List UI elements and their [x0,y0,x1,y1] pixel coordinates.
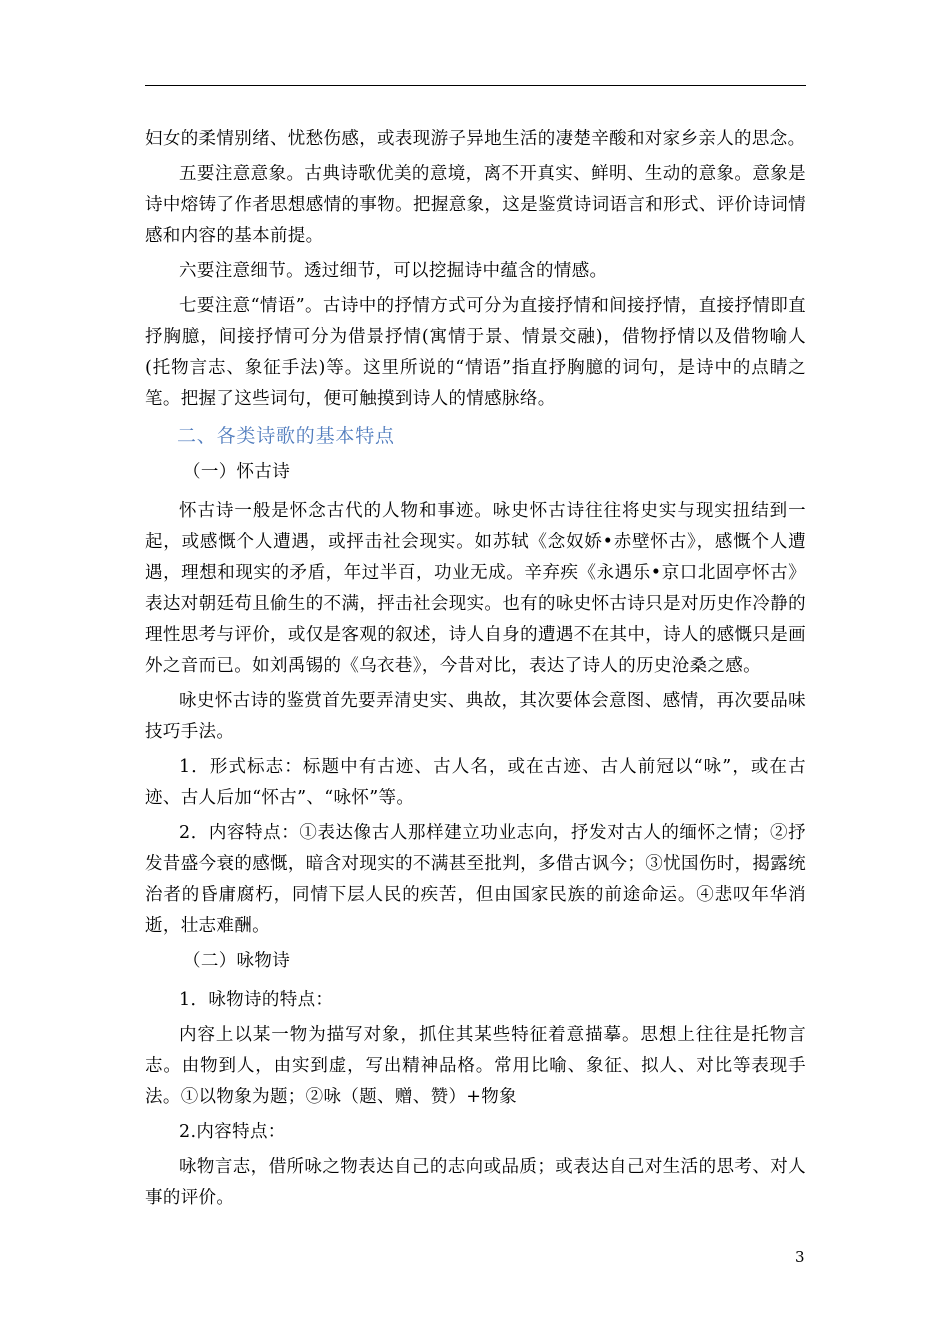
paragraph: 内容上以某一物为描写对象，抓住其某些特征着意描摹。思想上往往是托物言志。由物到人，由实到虚，写出精神品格。常用比喻、象征、拟人、对比等表现手法。①以物象为题；②咏（题、赠、赞）+物象 [145,1025,806,1107]
paragraph: 五要注意意象。古典诗歌优美的意境，离不开真实、鲜明、生动的意象。意象是诗中熔铸了作者思想感情的事物。把握意象，这是鉴赏诗词语言和形式、评价诗词情感和内容的基本前提。 [145,164,806,246]
document-body [145,124,806,1218]
paragraph: 咏物言志，借所咏之物表达自己的志向或品质；或表达自己对生活的思考、对人事的评价。 [145,1157,806,1208]
subsection-heading: （一）怀古诗 [183,462,291,482]
paragraph: 1．形式标志：标题中有古迹、古人名，或在古迹、古人前冠以“咏”，或在古迹、古人后加“怀古”、“咏怀”等。 [145,757,806,808]
paragraph: 2.内容特点： [179,1122,286,1142]
paragraph: 妇女的柔情别绪、忧愁伤感，或表现游子异地生活的凄楚辛酸和对家乡亲人的思念。 [145,129,806,149]
page-number: 3 [795,1248,805,1266]
subsection-heading: （二）咏物诗 [183,951,291,971]
section-heading: 二、各类诗歌的基本特点 [177,425,395,447]
header-rule [145,85,806,86]
paragraph: 六要注意细节。透过细节，可以挖掘诗中蕴含的情感。 [179,261,608,281]
paragraph: 1．咏物诗的特点： [179,990,334,1010]
paragraph: 七要注意“情语”。古诗中的抒情方式可分为直接抒情和间接抒情，直接抒情即直抒胸臆，间接抒情可分为借景抒情(寓情于景、情景交融)，借物抒情以及借物喻人(托物言志、象征手法)等。这里所说的“情语”指直抒胸臆的词句，是诗中的点睛之笔。把握了这些词句，便可触摸到诗人的情感脉络。 [145,296,806,409]
paragraph: 怀古诗一般是怀念古代的人物和事迹。咏史怀古诗往往将史实与现实扭结到一起，或感慨个人遭遇，或抨击社会现实。如苏轼《念奴娇•赤壁怀古》，感慨个人遭遇，理想和现实的矛盾，年过半百，功业无成。辛弃疾《永遇乐•京口北固亭怀古》表达对朝廷苟且偷生的不满，抨击社会现实。也有的咏史怀古诗只是对历史作冷静的理性思考与评价，或仅是客观的叙述，诗人自身的遭遇不在其中，诗人的感慨只是画外之音而已。如刘禹锡的《乌衣巷》，今昔对比，表达了诗人的历史沧桑之感。 [145,501,806,676]
paragraph: 2．内容特点：①表达像古人那样建立功业志向，抒发对古人的缅怀之情；②抒发昔盛今衰的感慨，暗含对现实的不满甚至批判，多借古讽今；③忧国伤时，揭露统治者的昏庸腐朽，同情下层人民的疾苦，但由国家民族的前途命运。④悲叹年华消逝，壮志难酬。 [145,823,806,936]
paragraph: 咏史怀古诗的鉴赏首先要弄清史实、典故，其次要体会意图、感情，再次要品味技巧手法。 [145,691,806,742]
